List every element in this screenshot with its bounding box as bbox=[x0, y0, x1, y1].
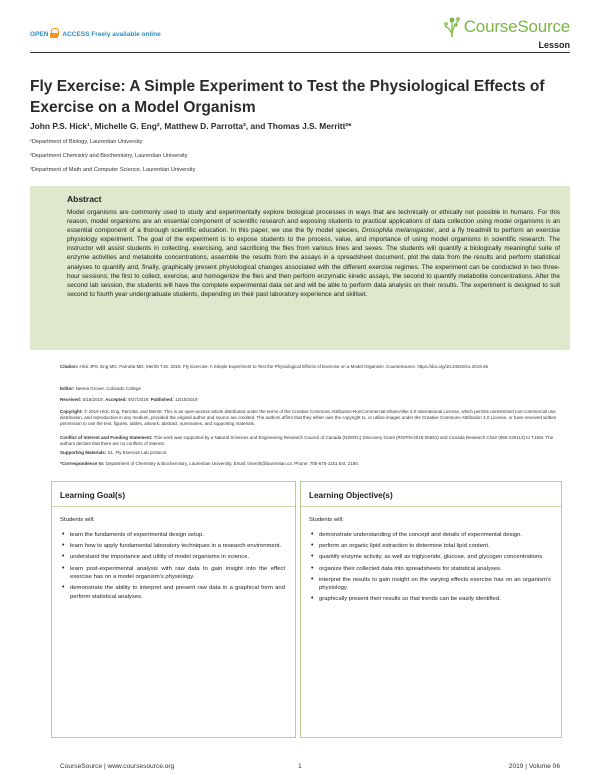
list-item: • understand the importance and utility of model organisms in science. bbox=[60, 553, 285, 561]
accepted-date: 9/27/2019; bbox=[128, 397, 150, 402]
list-item: • graphically present their results so that trends can be easily identified. bbox=[309, 595, 551, 603]
learning-goals-heading: Learning Goal(s) bbox=[60, 491, 126, 500]
correspondence-text: Department of Chemistry & Biochemistry, Laurentian University. Email: tmerritt@laurentian.ca. Phone: 705-675-1151 Ext. 2180. bbox=[105, 461, 359, 466]
open-access-label: ACCESS Freely available online bbox=[62, 30, 161, 38]
editor bbox=[60, 386, 560, 392]
list-item: • demonstrate understanding of the concept and details of experimental design. bbox=[309, 531, 551, 539]
supporting-materials bbox=[60, 450, 560, 456]
list-item: • interpret the results to gain insight on the varying effects exercise has on an organism's physiology. bbox=[309, 576, 551, 593]
logo-text: CourseSource bbox=[463, 17, 570, 36]
publication-dates bbox=[60, 397, 560, 403]
page-number: 1 bbox=[298, 763, 302, 770]
received-label: Received: bbox=[60, 397, 82, 402]
editor-label: Editor: bbox=[60, 386, 75, 391]
open-access-prefix: OPEN bbox=[30, 30, 49, 38]
abstract-text-part-1: Model organisms are commonly used to study and experimentally explore biological processes in ways that are technically or ethically not possible in humans. For this reason, model organisms are an essential component of scientific research and exposing students to practical applications of data collection using model organisms is an essential component of a thorough scientific education. In this paper, we use the fly model species, bbox=[67, 209, 560, 235]
learning-goals-intro: Students will: bbox=[60, 517, 95, 523]
header-divider bbox=[30, 52, 570, 53]
received-date: 5/16/2019; bbox=[82, 397, 104, 402]
accepted-label: Accepted: bbox=[105, 397, 127, 402]
affiliation-1: ¹Department of Biology, Laurentian University bbox=[30, 139, 143, 145]
published-date: 12/10/2019 bbox=[174, 397, 198, 402]
copyright-text: © 2019 Hick, Eng, Parrotta, and Merritt. This is an open-access article distributed under the terms of the Creative Commons Attribution-NonCommercial-ShareAlike 4.0 International License, which permits unrestricted non-commercial use, distribution, and reproduction in any medium, provided the original author and source are credited. The authors affirm that they either own the copyright to, or utilize images under the Creative Commons Attribution 4.0 License, or have received written permission to use the text, figures, tables, artwork, abstract, summaries, and supporting materials. bbox=[60, 409, 557, 427]
learning-goals-list bbox=[60, 531, 285, 601]
list-item: • learn post-experimental analysis with raw data to gain insight into the effect exercise has on a model organism's physiology. bbox=[60, 565, 285, 582]
list-item: • perform an organic lipid extraction to determine total lipid content. bbox=[309, 542, 551, 550]
open-lock-icon bbox=[51, 28, 59, 36]
supporting-text: S1. Fly Exercise Lab protocol. bbox=[107, 450, 168, 455]
list-item: • learn the fundaments of experimental design setup. bbox=[60, 531, 285, 539]
conflict-statement bbox=[60, 435, 560, 447]
footer-journal[interactable]: CourseSource | www.coursesource.org bbox=[60, 763, 175, 770]
conflict-text: This work was supported by a Natural Sciences and Engineering Research Council of Canada (NSERC) Discovery Grant (RGPIN-2018-05551) and Canada Research Chair (950-230113) to TJSM. The authors declare that there are no conflicts of interest. bbox=[60, 435, 554, 447]
author-list: John P.S. Hick¹, Michelle G. Eng², Matthew D. Parrotta³, and Thomas J.S. Merritt²* bbox=[30, 121, 352, 131]
abstract-text-part-2: , and a fly treadmill to perform an exercise physiology experiment. The goal of the experiment is to expose students to the process, value, and importance of using model organisms in scientific research. The instructor will assist students in collecting, exercising, and sacrificing the flies from various lines and sexes. The students will quantify a biologically meaningful suite of enzyme activities and metabolite concentrations, assemble the results from the assays in a spreadsheet document, plot the data from the results and perform statistical analyses to quantify and, finally, graphically present physiological changes associated with the different exercise regimes. The experiment can be conducted in two three-hour sessions; the first to collect, exercise, and homogenize the flies and then perform enzymatic kinetic assays, the second to quantify metabolite concentrations. After the second lab session, the students will have the complete experimental data set and will be able to perform data analysis on their results. The experiment is designed to suit second to fourth year undergraduate students, depending on their past laboratory experience and skillset. bbox=[67, 227, 560, 298]
list-item: • learn how to apply fundamental laboratory techniques in a research environment. bbox=[60, 542, 285, 550]
list-item: • demonstrate the ability to interpret and present raw data in a graphical form and perform statistical analyses. bbox=[60, 584, 285, 601]
citation-label: Citation: bbox=[60, 364, 79, 369]
conflict-label: Conflict of Interest and Funding Statement: bbox=[60, 435, 153, 440]
supporting-label: Supporting Materials: bbox=[60, 450, 107, 455]
correspondence-label: *Correspondence to: bbox=[60, 461, 105, 466]
article-title: Fly Exercise: A Simple Experiment to Test the Physiological Effects of Exercise on a Model Organism bbox=[30, 78, 545, 116]
copyright-label: Copyright: bbox=[60, 409, 83, 414]
learning-objectives-box bbox=[300, 481, 562, 738]
learning-goals-divider bbox=[52, 506, 295, 507]
leaf-logo-icon bbox=[443, 16, 461, 38]
copyright bbox=[60, 409, 560, 428]
learning-goals-box bbox=[51, 481, 296, 738]
coursesource-logo[interactable] bbox=[443, 16, 570, 38]
learning-objectives-divider bbox=[301, 506, 561, 507]
learning-objectives-intro: Students will: bbox=[309, 517, 344, 523]
affiliation-3: ³Department of Math and Computer Science, Laurentian University bbox=[30, 167, 196, 173]
article-type: Lesson bbox=[538, 40, 570, 50]
species-name: Drosophila melanogaster bbox=[361, 227, 435, 235]
learning-objectives-list bbox=[309, 531, 551, 604]
citation-text[interactable]: Hick JPS, Eng MG, Parrotta MD, Merritt TJS. 2019. Fly Exercise: A Simple Experiment to Test the Physiological Effects of Exercise on a Model Organism. CourseSource. https://doi.org/10.24918/cs.2019.46 bbox=[79, 364, 488, 369]
footer-volume: 2019 | Volume 06 bbox=[508, 763, 560, 770]
learning-objectives-heading: Learning Objective(s) bbox=[309, 491, 393, 500]
editor-name: Neena Grover, Colorado College bbox=[75, 386, 142, 391]
citation bbox=[60, 364, 560, 370]
list-item: • quantify enzyme activity, as well as triglyceride, glucose, and glycogen concentrations. bbox=[309, 553, 551, 561]
correspondence bbox=[60, 461, 560, 467]
affiliation-2: ²Department Chemistry and Biochemistry, Laurentian University bbox=[30, 153, 188, 159]
open-access-badge bbox=[30, 30, 161, 38]
abstract-text bbox=[67, 208, 560, 299]
abstract-heading: Abstract bbox=[67, 194, 102, 204]
published-label: Published: bbox=[150, 397, 174, 402]
list-item: • organize their collected data into spreadsheets for statistical analyses. bbox=[309, 565, 551, 573]
